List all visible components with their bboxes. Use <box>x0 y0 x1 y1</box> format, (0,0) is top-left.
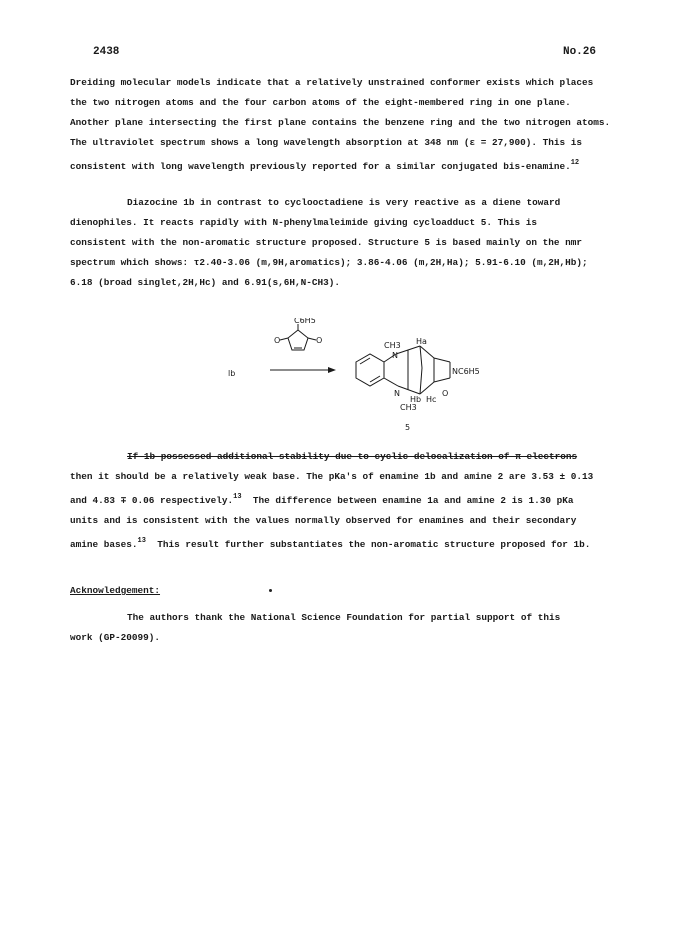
reactant-label: lb <box>228 369 236 378</box>
reference-13: 13 <box>233 493 242 501</box>
text-line: units and is consistent with the values normally observed for enamines and their secondary <box>70 515 577 526</box>
label-ch3-top: CH3 <box>384 341 401 350</box>
text-line: and 4.83 ∓ 0.06 respectively. <box>70 495 234 506</box>
text-line: amine bases. <box>70 539 138 550</box>
text-line: then it should be a relatively weak base. The pKa's of enamine 1b and amine 2 are 3.53 ± 0.13 <box>70 471 594 482</box>
oxo-right: O <box>316 336 323 345</box>
acknowledgement-heading: Acknowledgement: <box>70 585 161 596</box>
reference-13: 13 <box>137 537 146 545</box>
text-line: 6.18 (broad singlet,2H,Hc) and 6.91(s,6H,N-CH3). <box>70 277 341 288</box>
label-hc: Hc <box>426 395 437 404</box>
scheme-drawing <box>210 318 540 440</box>
paragraph-basicity <box>70 447 630 555</box>
text-line: work (GP-20099). <box>70 632 161 643</box>
arrowhead <box>328 367 336 373</box>
label-n-bottom: N <box>394 389 400 398</box>
text-line: Diazocine 1b in contrast to cyclooctadiene is very reactive as a diene toward <box>127 197 561 208</box>
oxo-left: O <box>274 336 281 345</box>
paragraph-diazocine <box>70 193 630 293</box>
text-line: The ultraviolet spectrum shows a long wavelength absorption at 348 nm (ε = 27,900). This is <box>70 137 582 148</box>
page-number: 2438 <box>93 46 120 58</box>
text-line: consistent with the non-aromatic structure proposed. Structure 5 is based mainly on the nmr <box>70 237 582 248</box>
product-structure <box>356 346 450 394</box>
paragraph-models <box>70 73 630 177</box>
label-n-top: N <box>392 351 398 360</box>
label-ch3-bottom: CH3 <box>400 403 417 412</box>
label-hb: Hb <box>410 395 422 404</box>
maleimide-structure <box>280 324 316 350</box>
reference-12: 12 <box>570 159 580 167</box>
reagent-substituent: C6H5 <box>294 318 316 325</box>
text-line: If 1b possessed additional stability due to cyclic delocalization of π electrons <box>127 451 578 462</box>
label-o: O <box>442 389 449 398</box>
acknowledgement-text <box>70 608 630 648</box>
product-number: 5 <box>405 423 411 432</box>
label-ha: Ha <box>416 337 427 346</box>
text-line: This result further substantiates the non-aromatic structure proposed for 1b. <box>157 539 591 550</box>
text-line: The difference between enamine 1a and amine 2 is 1.30 pKa <box>252 495 574 506</box>
reaction-scheme <box>210 318 540 440</box>
journal-number: No.26 <box>562 46 596 58</box>
text-line: Another plane intersecting the first plane contains the benzene ring and the two nitrogen atoms. <box>70 117 611 128</box>
label-nc6h5: NC6H5 <box>452 367 480 376</box>
text-line: the two nitrogen atoms and the four carbon atoms of the eight-membered ring in one plane. <box>70 97 571 108</box>
text-line: The authors thank the National Science Foundation for partial support of this <box>127 612 561 623</box>
text-line: spectrum which shows: τ2.40-3.06 (m,9H,aromatics); 3.86-4.06 (m,2H,Ha); 5.91-6.10 (m,2H,Hb); <box>70 257 588 268</box>
stray-dot <box>269 589 272 592</box>
text-line: Dreiding molecular models indicate that a relatively unstrained conformer exists which places <box>70 77 594 88</box>
text-line: consistent with long wavelength previously reported for a similar conjugated bis-enamine. <box>70 161 571 172</box>
text-line: dienophiles. It reacts rapidly with N-phenylmaleimide giving cycloadduct 5. This is <box>70 217 537 228</box>
